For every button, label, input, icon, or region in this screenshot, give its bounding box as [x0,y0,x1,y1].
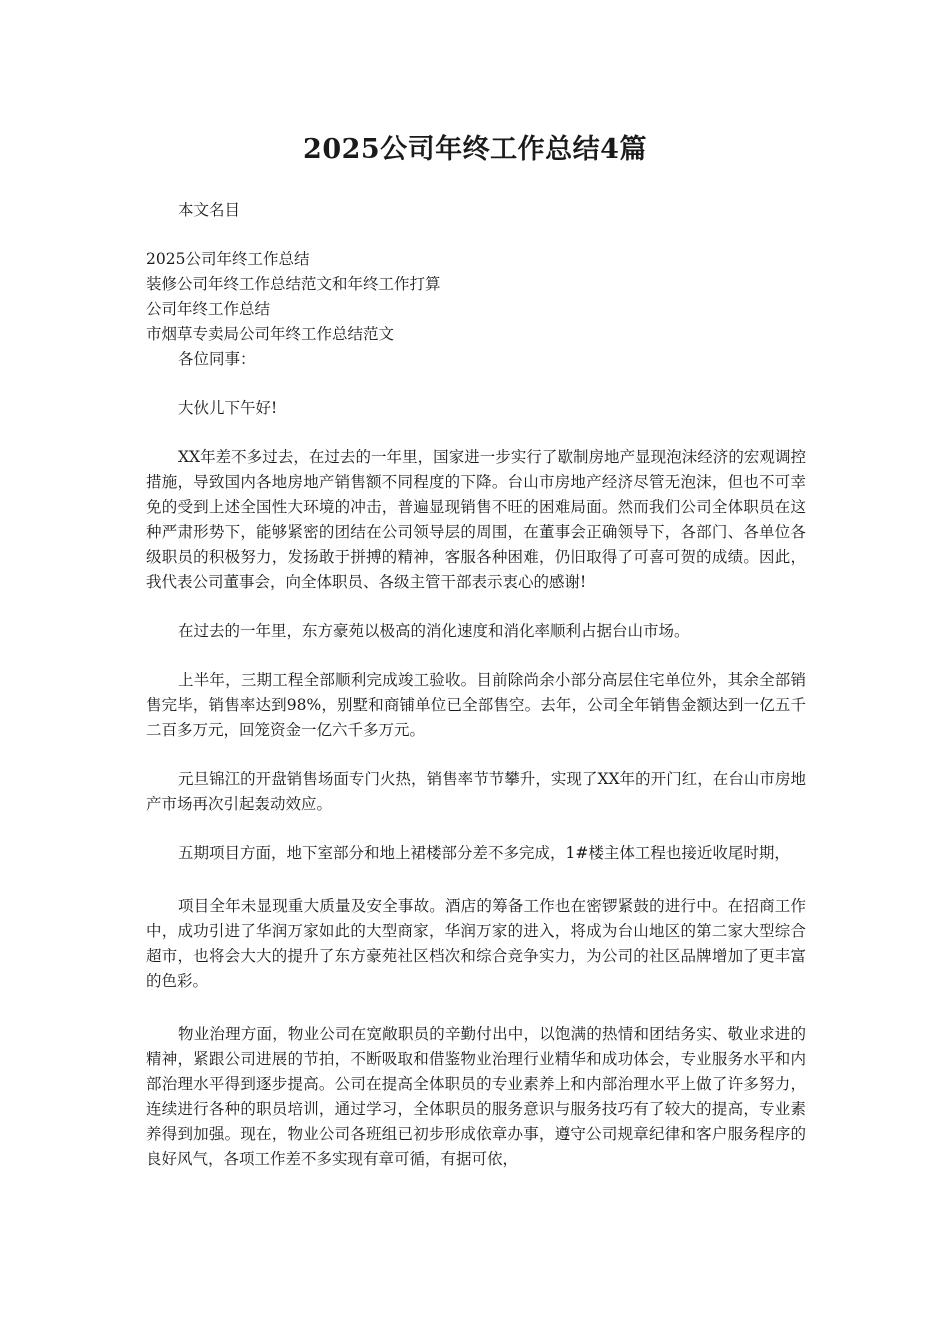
toc-item[interactable]: 公司年终工作总结 [146,300,271,318]
toc-heading: 本文名目 [178,201,241,219]
salutation: 各位同事： [178,350,256,368]
body-paragraph: 物业治理方面，物业公司在宽敞职员的辛勤付出中，以饱满的热情和团结务实、敬业求进的精神，紧跟公司进展的节拍，不断吸取和借鉴物业治理行业精华和成功体会，专业服务水平和内部治理水平得到逐步提高。公司在提高全体职员的专业素养上和内部治理水平上做了许多努力，连续进行各种的职员培训，通过学习，全体职员的服务意识与服务技巧有了较大的提高，专业素养得到加强。现在，物业公司各班组已初步形成依章办事，遵守公司规章纪律和客户服务程序的良好风气，各项工作差不多实现有章可循，有据可依， [146,1025,806,1168]
body-paragraph: XX年差不多过去，在过去的一年里，国家进一步实行了歇制房地产显现泡沫经济的宏观调控措施，导致国内各地房地产销售额不同程度的下降。台山市房地产经济尽管无泡沫，但也不可幸免的受到上述全国性大环境的冲击，普遍显现销售不旺的困难局面。然而我们公司全体职员在这种严肃形势下，能够紧密的团结在公司领导层的周围，在董事会正确领导下，各部门、各单位各级职员的积极努力，发扬敢于拼搏的精神，客服各种困难，仍旧取得了可喜可贺的成绩。因此，我代表公司董事会，向全体职员、各级主管干部表示衷心的感谢! [146,448,806,591]
greeting: 大伙儿下午好! [178,399,278,417]
body-paragraph: 在过去的一年里，东方豪苑以极高的消化速度和消化率顺利占据台山市场。 [178,622,690,640]
toc-item[interactable]: 2025公司年终工作总结 [146,250,310,268]
document-body [146,198,806,1172]
body-paragraph: 元旦锦江的开盘销售场面专门火热，销售率节节攀升，实现了XX年的开门红，在台山市房地产市场再次引起轰动效应。 [146,770,806,813]
document-title: 2025公司年终工作总结4篇 [303,134,647,165]
body-paragraph: 五期项目方面，地下室部分和地上裙楼部分差不多完成，1#楼主体工程也接近收尾时期， [178,844,790,862]
table-of-contents [146,247,806,347]
body-paragraph: 上半年，三期工程全部顺利完成竣工验收。目前除尚余小部分高层住宅单位外，其余全部销售完毕，销售率达到98%，别墅和商铺单位已全部售空。去年，公司全年销售金额达到一亿五千二百多万元，回笼资金一亿六千多万元。 [146,671,806,739]
body-paragraph: 项目全年未显现重大质量及安全事故。酒店的筹备工作也在密锣紧鼓的进行中。在招商工作中，成功引进了华润万家如此的大型商家，华润万家的进入，将成为台山地区的第二家大型综合超市，也将会大大的提升了东方豪苑社区档次和综合竞争实力，为公司的社区品牌增加了更丰富的色彩。 [146,897,806,990]
toc-item[interactable]: 装修公司年终工作总结范文和年终工作打算 [146,275,441,293]
toc-item[interactable]: 市烟草专卖局公司年终工作总结范文 [146,325,395,343]
